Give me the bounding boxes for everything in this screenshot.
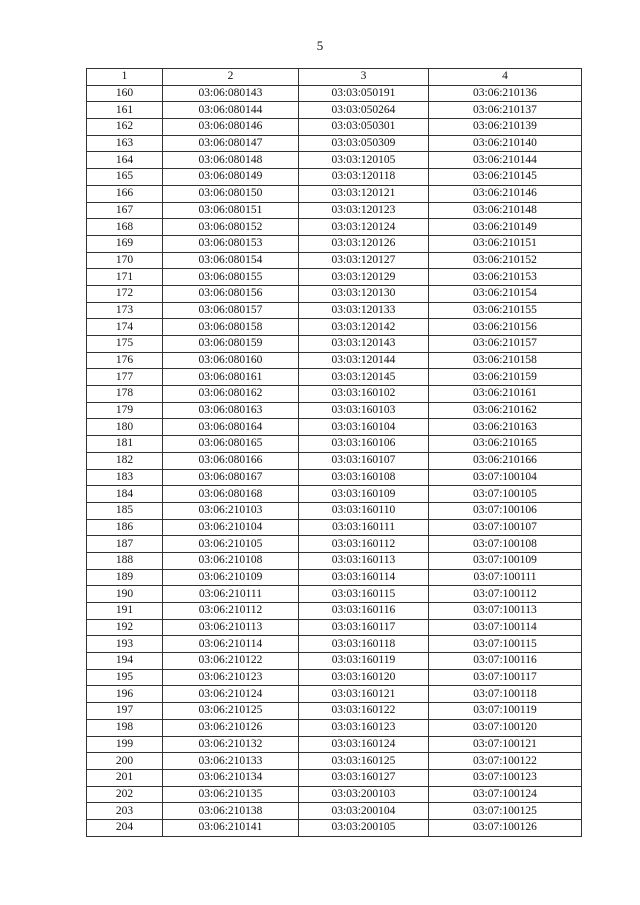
row-number-cell: 171 — [87, 269, 163, 286]
column-3-cell: 03:03:160104 — [299, 419, 429, 436]
column-4-cell: 03:06:210155 — [429, 302, 582, 319]
column-2-cell: 03:06:080152 — [163, 219, 299, 236]
column-2-cell: 03:06:080148 — [163, 152, 299, 169]
column-2-cell: 03:06:210104 — [163, 519, 299, 536]
column-4-cell: 03:07:100109 — [429, 552, 582, 569]
column-4-cell: 03:07:100111 — [429, 569, 582, 586]
column-3-cell: 03:03:120124 — [299, 219, 429, 236]
column-3-cell: 03:03:050301 — [299, 119, 429, 136]
row-number-cell: 167 — [87, 202, 163, 219]
table-row — [87, 519, 582, 536]
table-header-row — [87, 69, 582, 86]
column-2-cell: 03:06:080153 — [163, 235, 299, 252]
column-3-cell: 03:03:160119 — [299, 653, 429, 670]
table-row — [87, 169, 582, 186]
row-number-cell: 183 — [87, 469, 163, 486]
table-row — [87, 152, 582, 169]
column-3-cell: 03:03:120133 — [299, 302, 429, 319]
row-number-cell: 189 — [87, 569, 163, 586]
column-3-cell: 03:03:120144 — [299, 352, 429, 369]
row-number-cell: 182 — [87, 452, 163, 469]
table-row — [87, 552, 582, 569]
row-number-cell: 165 — [87, 169, 163, 186]
column-2-cell: 03:06:210126 — [163, 719, 299, 736]
column-2-cell: 03:06:210134 — [163, 769, 299, 786]
column-4-cell: 03:07:100122 — [429, 753, 582, 770]
column-4-cell: 03:06:210140 — [429, 135, 582, 152]
column-2-cell: 03:06:210122 — [163, 653, 299, 670]
column-4-cell: 03:07:100125 — [429, 803, 582, 820]
column-4-cell: 03:06:210163 — [429, 419, 582, 436]
column-4-cell: 03:06:210153 — [429, 269, 582, 286]
column-2-cell: 03:06:080154 — [163, 252, 299, 269]
column-2-cell: 03:06:080147 — [163, 135, 299, 152]
column-3-cell: 03:03:160102 — [299, 386, 429, 403]
column-4-cell: 03:06:210146 — [429, 185, 582, 202]
column-2-cell: 03:06:080158 — [163, 319, 299, 336]
column-3-cell: 03:03:160112 — [299, 536, 429, 553]
column-3-cell: 03:03:120121 — [299, 185, 429, 202]
row-number-cell: 170 — [87, 252, 163, 269]
column-3-cell: 03:03:160117 — [299, 619, 429, 636]
row-number-cell: 184 — [87, 486, 163, 503]
column-3-cell: 03:03:050191 — [299, 85, 429, 102]
column-2-cell: 03:06:210138 — [163, 803, 299, 820]
column-3-cell: 03:03:200105 — [299, 819, 429, 836]
column-3-cell: 03:03:160106 — [299, 436, 429, 453]
table-row — [87, 402, 582, 419]
row-number-cell: 188 — [87, 552, 163, 569]
column-4-cell: 03:06:210139 — [429, 119, 582, 136]
column-2-cell: 03:06:080162 — [163, 386, 299, 403]
table-row — [87, 452, 582, 469]
row-number-cell: 194 — [87, 653, 163, 670]
row-number-cell: 168 — [87, 219, 163, 236]
table-row — [87, 436, 582, 453]
column-4-cell: 03:06:210145 — [429, 169, 582, 186]
column-2-cell: 03:06:080155 — [163, 269, 299, 286]
column-4-cell: 03:07:100113 — [429, 603, 582, 620]
row-number-cell: 198 — [87, 719, 163, 736]
table-row — [87, 736, 582, 753]
page-number: 5 — [316, 38, 324, 53]
column-2-cell: 03:06:080160 — [163, 352, 299, 369]
table-row — [87, 469, 582, 486]
table-row — [87, 769, 582, 786]
column-2-cell: 03:06:080163 — [163, 402, 299, 419]
column-2-cell: 03:06:210125 — [163, 703, 299, 720]
column-3-cell: 03:03:120143 — [299, 336, 429, 353]
row-number-cell: 196 — [87, 686, 163, 703]
column-4-cell: 03:07:100126 — [429, 819, 582, 836]
table-row — [87, 803, 582, 820]
table-row — [87, 753, 582, 770]
table-row — [87, 235, 582, 252]
column-header-2: 2 — [163, 69, 299, 86]
column-3-cell: 03:03:120118 — [299, 169, 429, 186]
column-3-cell: 03:03:120145 — [299, 369, 429, 386]
column-3-cell: 03:03:160121 — [299, 686, 429, 703]
column-2-cell: 03:06:210105 — [163, 536, 299, 553]
column-4-cell: 03:07:100114 — [429, 619, 582, 636]
column-4-cell: 03:07:100105 — [429, 486, 582, 503]
column-4-cell: 03:06:210157 — [429, 336, 582, 353]
column-4-cell: 03:07:100107 — [429, 519, 582, 536]
column-3-cell: 03:03:120126 — [299, 235, 429, 252]
column-3-cell: 03:03:120129 — [299, 269, 429, 286]
table-row — [87, 669, 582, 686]
row-number-cell: 197 — [87, 703, 163, 720]
column-3-cell: 03:03:160124 — [299, 736, 429, 753]
column-3-cell: 03:03:160110 — [299, 502, 429, 519]
table-row — [87, 486, 582, 503]
column-2-cell: 03:06:080146 — [163, 119, 299, 136]
table-row — [87, 819, 582, 836]
table-row — [87, 419, 582, 436]
column-3-cell: 03:03:160111 — [299, 519, 429, 536]
table-row — [87, 319, 582, 336]
column-2-cell: 03:06:080165 — [163, 436, 299, 453]
column-4-cell: 03:06:210136 — [429, 85, 582, 102]
table-row — [87, 352, 582, 369]
table-row — [87, 603, 582, 620]
column-3-cell: 03:03:160108 — [299, 469, 429, 486]
table-row — [87, 686, 582, 703]
row-number-cell: 181 — [87, 436, 163, 453]
table-row — [87, 653, 582, 670]
table-row — [87, 285, 582, 302]
table-row — [87, 85, 582, 102]
column-2-cell: 03:06:080149 — [163, 169, 299, 186]
table-row — [87, 536, 582, 553]
column-4-cell: 03:07:100124 — [429, 786, 582, 803]
column-4-cell: 03:07:100121 — [429, 736, 582, 753]
column-4-cell: 03:06:210149 — [429, 219, 582, 236]
column-4-cell: 03:06:210151 — [429, 235, 582, 252]
row-number-cell: 164 — [87, 152, 163, 169]
row-number-cell: 191 — [87, 603, 163, 620]
column-4-cell: 03:06:210165 — [429, 436, 582, 453]
column-2-cell: 03:06:210108 — [163, 552, 299, 569]
column-3-cell: 03:03:050309 — [299, 135, 429, 152]
column-2-cell: 03:06:210132 — [163, 736, 299, 753]
column-2-cell: 03:06:210109 — [163, 569, 299, 586]
column-3-cell: 03:03:160113 — [299, 552, 429, 569]
row-number-cell: 179 — [87, 402, 163, 419]
row-number-cell: 186 — [87, 519, 163, 536]
row-number-cell: 163 — [87, 135, 163, 152]
column-3-cell: 03:03:120142 — [299, 319, 429, 336]
column-3-cell: 03:03:160120 — [299, 669, 429, 686]
column-3-cell: 03:03:160116 — [299, 603, 429, 620]
column-2-cell: 03:06:210111 — [163, 586, 299, 603]
table-row — [87, 586, 582, 603]
table-row — [87, 135, 582, 152]
column-2-cell: 03:06:210123 — [163, 669, 299, 686]
row-number-cell: 187 — [87, 536, 163, 553]
column-4-cell: 03:07:100123 — [429, 769, 582, 786]
table-row — [87, 102, 582, 119]
table-row — [87, 502, 582, 519]
table-row — [87, 386, 582, 403]
column-2-cell: 03:06:210124 — [163, 686, 299, 703]
column-4-cell: 03:06:210161 — [429, 386, 582, 403]
column-header-1: 1 — [87, 69, 163, 86]
column-4-cell: 03:06:210152 — [429, 252, 582, 269]
column-header-4: 4 — [429, 69, 582, 86]
column-2-cell: 03:06:210133 — [163, 753, 299, 770]
column-3-cell: 03:03:160125 — [299, 753, 429, 770]
table-row — [87, 252, 582, 269]
row-number-cell: 185 — [87, 502, 163, 519]
row-number-cell: 175 — [87, 336, 163, 353]
column-2-cell: 03:06:210141 — [163, 819, 299, 836]
column-2-cell: 03:06:080144 — [163, 102, 299, 119]
column-4-cell: 03:06:210159 — [429, 369, 582, 386]
row-number-cell: 177 — [87, 369, 163, 386]
column-2-cell: 03:06:080167 — [163, 469, 299, 486]
column-4-cell: 03:06:210162 — [429, 402, 582, 419]
column-2-cell: 03:06:080168 — [163, 486, 299, 503]
column-3-cell: 03:03:160114 — [299, 569, 429, 586]
column-3-cell: 03:03:160115 — [299, 586, 429, 603]
column-4-cell: 03:07:100120 — [429, 719, 582, 736]
column-2-cell: 03:06:210112 — [163, 603, 299, 620]
column-2-cell: 03:06:080166 — [163, 452, 299, 469]
row-number-cell: 173 — [87, 302, 163, 319]
row-number-cell: 201 — [87, 769, 163, 786]
column-3-cell: 03:03:160123 — [299, 719, 429, 736]
column-3-cell: 03:03:160103 — [299, 402, 429, 419]
table-body — [87, 85, 582, 836]
table-row — [87, 636, 582, 653]
row-number-cell: 200 — [87, 753, 163, 770]
column-4-cell: 03:07:100112 — [429, 586, 582, 603]
row-number-cell: 193 — [87, 636, 163, 653]
table-row — [87, 185, 582, 202]
table-row — [87, 619, 582, 636]
column-4-cell: 03:07:100104 — [429, 469, 582, 486]
column-2-cell: 03:06:080150 — [163, 185, 299, 202]
column-2-cell: 03:06:080159 — [163, 336, 299, 353]
column-2-cell: 03:06:210103 — [163, 502, 299, 519]
row-number-cell: 169 — [87, 235, 163, 252]
column-4-cell: 03:06:210158 — [429, 352, 582, 369]
column-4-cell: 03:06:210156 — [429, 319, 582, 336]
row-number-cell: 203 — [87, 803, 163, 820]
column-4-cell: 03:06:210148 — [429, 202, 582, 219]
column-2-cell: 03:06:210135 — [163, 786, 299, 803]
column-3-cell: 03:03:200103 — [299, 786, 429, 803]
column-4-cell: 03:07:100119 — [429, 703, 582, 720]
row-number-cell: 195 — [87, 669, 163, 686]
row-number-cell: 174 — [87, 319, 163, 336]
row-number-cell: 192 — [87, 619, 163, 636]
row-number-cell: 160 — [87, 85, 163, 102]
column-2-cell: 03:06:080156 — [163, 285, 299, 302]
column-3-cell: 03:03:120127 — [299, 252, 429, 269]
table-row — [87, 119, 582, 136]
table-row — [87, 336, 582, 353]
column-4-cell: 03:07:100116 — [429, 653, 582, 670]
row-number-cell: 204 — [87, 819, 163, 836]
table-row — [87, 202, 582, 219]
column-header-3: 3 — [299, 69, 429, 86]
column-4-cell: 03:06:210154 — [429, 285, 582, 302]
column-3-cell: 03:03:050264 — [299, 102, 429, 119]
column-3-cell: 03:03:160107 — [299, 452, 429, 469]
column-3-cell: 03:03:120123 — [299, 202, 429, 219]
row-number-cell: 162 — [87, 119, 163, 136]
row-number-cell: 199 — [87, 736, 163, 753]
table-row — [87, 269, 582, 286]
row-number-cell: 190 — [87, 586, 163, 603]
column-3-cell: 03:03:200104 — [299, 803, 429, 820]
column-4-cell: 03:06:210166 — [429, 452, 582, 469]
column-4-cell: 03:07:100117 — [429, 669, 582, 686]
table-row — [87, 369, 582, 386]
row-number-cell: 176 — [87, 352, 163, 369]
table-row — [87, 786, 582, 803]
table-row — [87, 719, 582, 736]
table-row — [87, 302, 582, 319]
data-table — [86, 68, 582, 837]
row-number-cell: 180 — [87, 419, 163, 436]
table-row — [87, 219, 582, 236]
column-2-cell: 03:06:210114 — [163, 636, 299, 653]
column-3-cell: 03:03:160109 — [299, 486, 429, 503]
column-2-cell: 03:06:080157 — [163, 302, 299, 319]
column-4-cell: 03:06:210144 — [429, 152, 582, 169]
row-number-cell: 202 — [87, 786, 163, 803]
table-row — [87, 703, 582, 720]
column-2-cell: 03:06:080143 — [163, 85, 299, 102]
row-number-cell: 178 — [87, 386, 163, 403]
column-3-cell: 03:03:160118 — [299, 636, 429, 653]
column-4-cell: 03:07:100115 — [429, 636, 582, 653]
column-2-cell: 03:06:080151 — [163, 202, 299, 219]
column-3-cell: 03:03:120130 — [299, 285, 429, 302]
column-4-cell: 03:07:100108 — [429, 536, 582, 553]
column-2-cell: 03:06:080164 — [163, 419, 299, 436]
column-4-cell: 03:06:210137 — [429, 102, 582, 119]
column-4-cell: 03:07:100106 — [429, 502, 582, 519]
column-2-cell: 03:06:210113 — [163, 619, 299, 636]
row-number-cell: 161 — [87, 102, 163, 119]
table-row — [87, 569, 582, 586]
column-3-cell: 03:03:160127 — [299, 769, 429, 786]
column-3-cell: 03:03:160122 — [299, 703, 429, 720]
column-2-cell: 03:06:080161 — [163, 369, 299, 386]
column-3-cell: 03:03:120105 — [299, 152, 429, 169]
column-4-cell: 03:07:100118 — [429, 686, 582, 703]
row-number-cell: 166 — [87, 185, 163, 202]
row-number-cell: 172 — [87, 285, 163, 302]
